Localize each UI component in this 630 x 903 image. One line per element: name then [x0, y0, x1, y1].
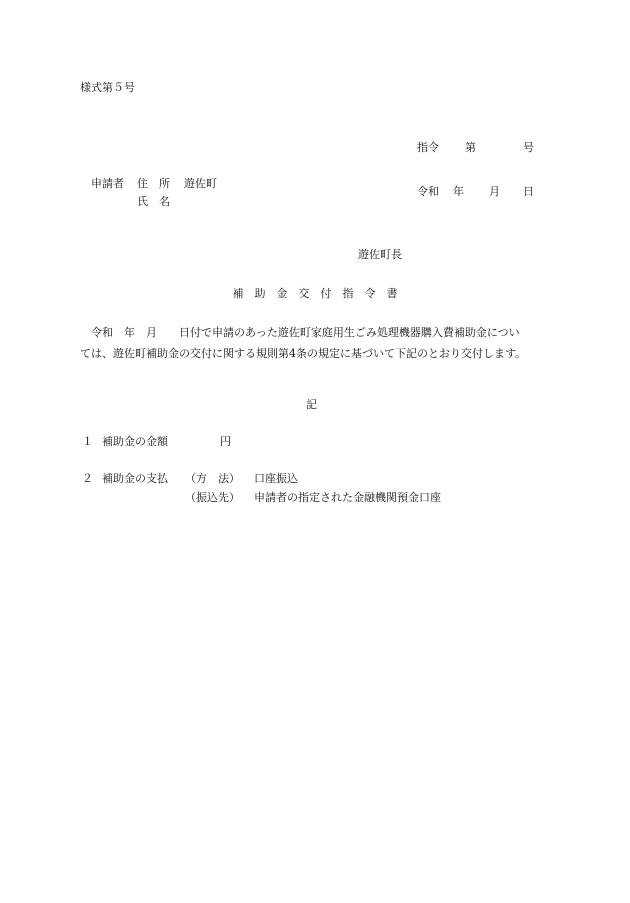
document-title: 補 助 金 交 付 指 令 書 [232, 287, 398, 300]
item1-label: 補助金の金額 [102, 435, 168, 448]
item1-number: １ [82, 435, 93, 448]
item2-label: 補助金の支払 [102, 472, 168, 485]
item2-method-value: 口座振込 [254, 472, 298, 485]
item1-unit: 円 [220, 435, 231, 448]
shirei-label: 指令 [417, 141, 439, 154]
applicant-label: 申請者 [91, 177, 124, 190]
item2-dest-value: 申請者の指定された金融機関預金口座 [254, 491, 441, 504]
month-label: 月 [489, 185, 500, 198]
ki-heading: 記 [306, 398, 317, 411]
item2-dest-label: （振込先） [185, 491, 240, 504]
reiwa-label: 令和 [417, 185, 439, 198]
go-label: 号 [523, 141, 534, 154]
order-date-row [417, 186, 537, 208]
year-label: 年 [453, 185, 464, 198]
body-line-1: 令和 年 月 日付で申請のあった遊佐町家庭用生ごみ処理機器購入費補助金につい [80, 326, 520, 339]
body-text [80, 322, 550, 364]
item2-number: ２ [82, 472, 93, 485]
order-number-block [417, 120, 537, 230]
address-label: 住 所 [137, 177, 170, 190]
address-value: 遊佐町 [184, 177, 217, 190]
form-number: 様式第５号 [80, 81, 135, 94]
day-label: 日 [523, 185, 534, 198]
body-line-2: ては、遊佐町補助金の交付に関する規則第4条の規定に基づいて下記のとおり交付します。 [80, 347, 527, 360]
name-label: 氏 名 [137, 195, 170, 208]
item2-method-label: （方 法） [185, 472, 240, 485]
issuer-mayor: 遊佐町長 [358, 248, 402, 261]
dai-label: 第 [465, 141, 476, 154]
order-number-row [417, 142, 537, 164]
